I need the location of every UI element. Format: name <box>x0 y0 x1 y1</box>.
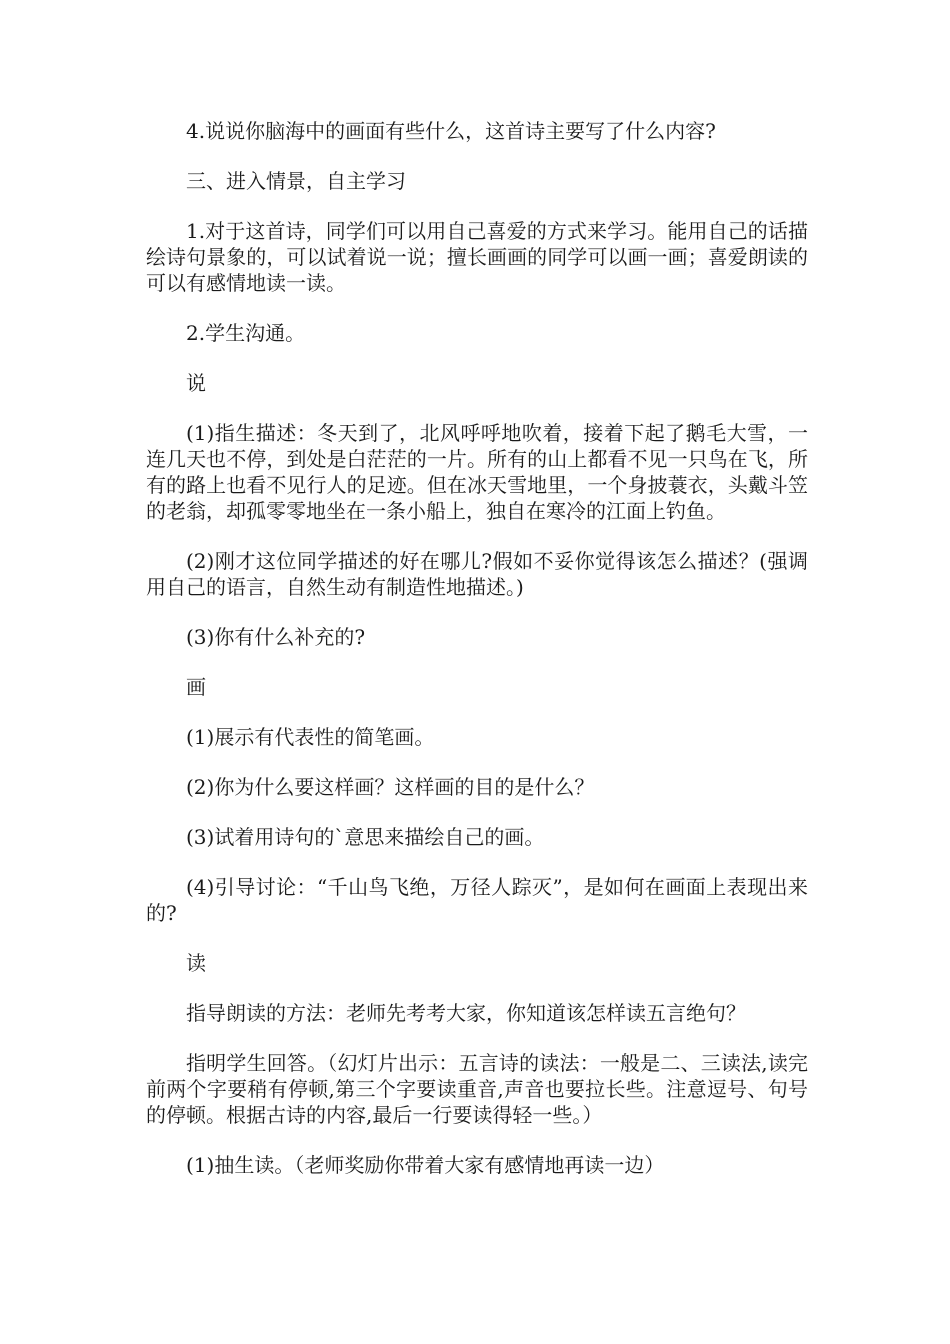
paragraph: (4)引导讨论：“千山鸟飞绝，万径人踪灭”，是如何在画面上表现出来的? <box>146 875 808 925</box>
paragraph: (1)指生描述：冬天到了，北风呼呼地吹着，接着下起了鹅毛大雪，一连几天也不停，到处是白茫茫的一片。所有的山上都看不见一只鸟在飞，所有的路上也看不见行人的足迹。但在冰天雪地里，一个身披蓑衣，头戴斗笠的老翁，却孤零零地坐在一条小船上，独自在寒冷的江面上钓鱼。 <box>146 421 808 523</box>
subheading-draw: 画 <box>186 675 206 699</box>
subheading-speak: 说 <box>186 371 206 395</box>
paragraph: 4.说说你脑海中的画面有些什么，这首诗主要写了什么内容? <box>186 119 716 143</box>
paragraph: (2)刚才这位同学描述的好在哪儿?假如不妥你觉得该怎么描述？(强调用自己的语言，自然生动有制造性地描述。) <box>146 549 808 599</box>
paragraph: (1)抽生读。（老师奖励你带着大家有感情地再读一边） <box>186 1153 665 1177</box>
subheading-read: 读 <box>186 951 206 975</box>
paragraph: 指导朗读的方法：老师先考考大家，你知道该怎样读五言绝句？ <box>186 1001 746 1025</box>
paragraph: (1)展示有代表性的简笔画。 <box>186 725 435 749</box>
section-heading: 三、进入情景，自主学习 <box>186 169 406 193</box>
paragraph: (3)试着用诗句的`意思来描绘自己的画。 <box>186 825 545 849</box>
paragraph: (2)你为什么要这样画？这样画的目的是什么？ <box>186 775 595 799</box>
paragraph: 1.对于这首诗，同学们可以用自己喜爱的方式来学习。能用自己的话描绘诗句景象的，可以试着说一说；擅长画画的同学可以画一画；喜爱朗读的可以有感情地读一读。 <box>146 219 808 295</box>
paragraph: 2.学生沟通。 <box>186 321 306 345</box>
paragraph: (3)你有什么补充的? <box>186 625 366 649</box>
document-body <box>146 118 808 1202</box>
paragraph: 指明学生回答。（幻灯片出示：五言诗的读法：一般是二、三读法,读完前两个字要稍有停顿,第三个字要读重音,声音也要拉长些。注意逗号、句号的停顿。根据古诗的内容,最后一行要读得轻一些。） <box>146 1051 808 1127</box>
